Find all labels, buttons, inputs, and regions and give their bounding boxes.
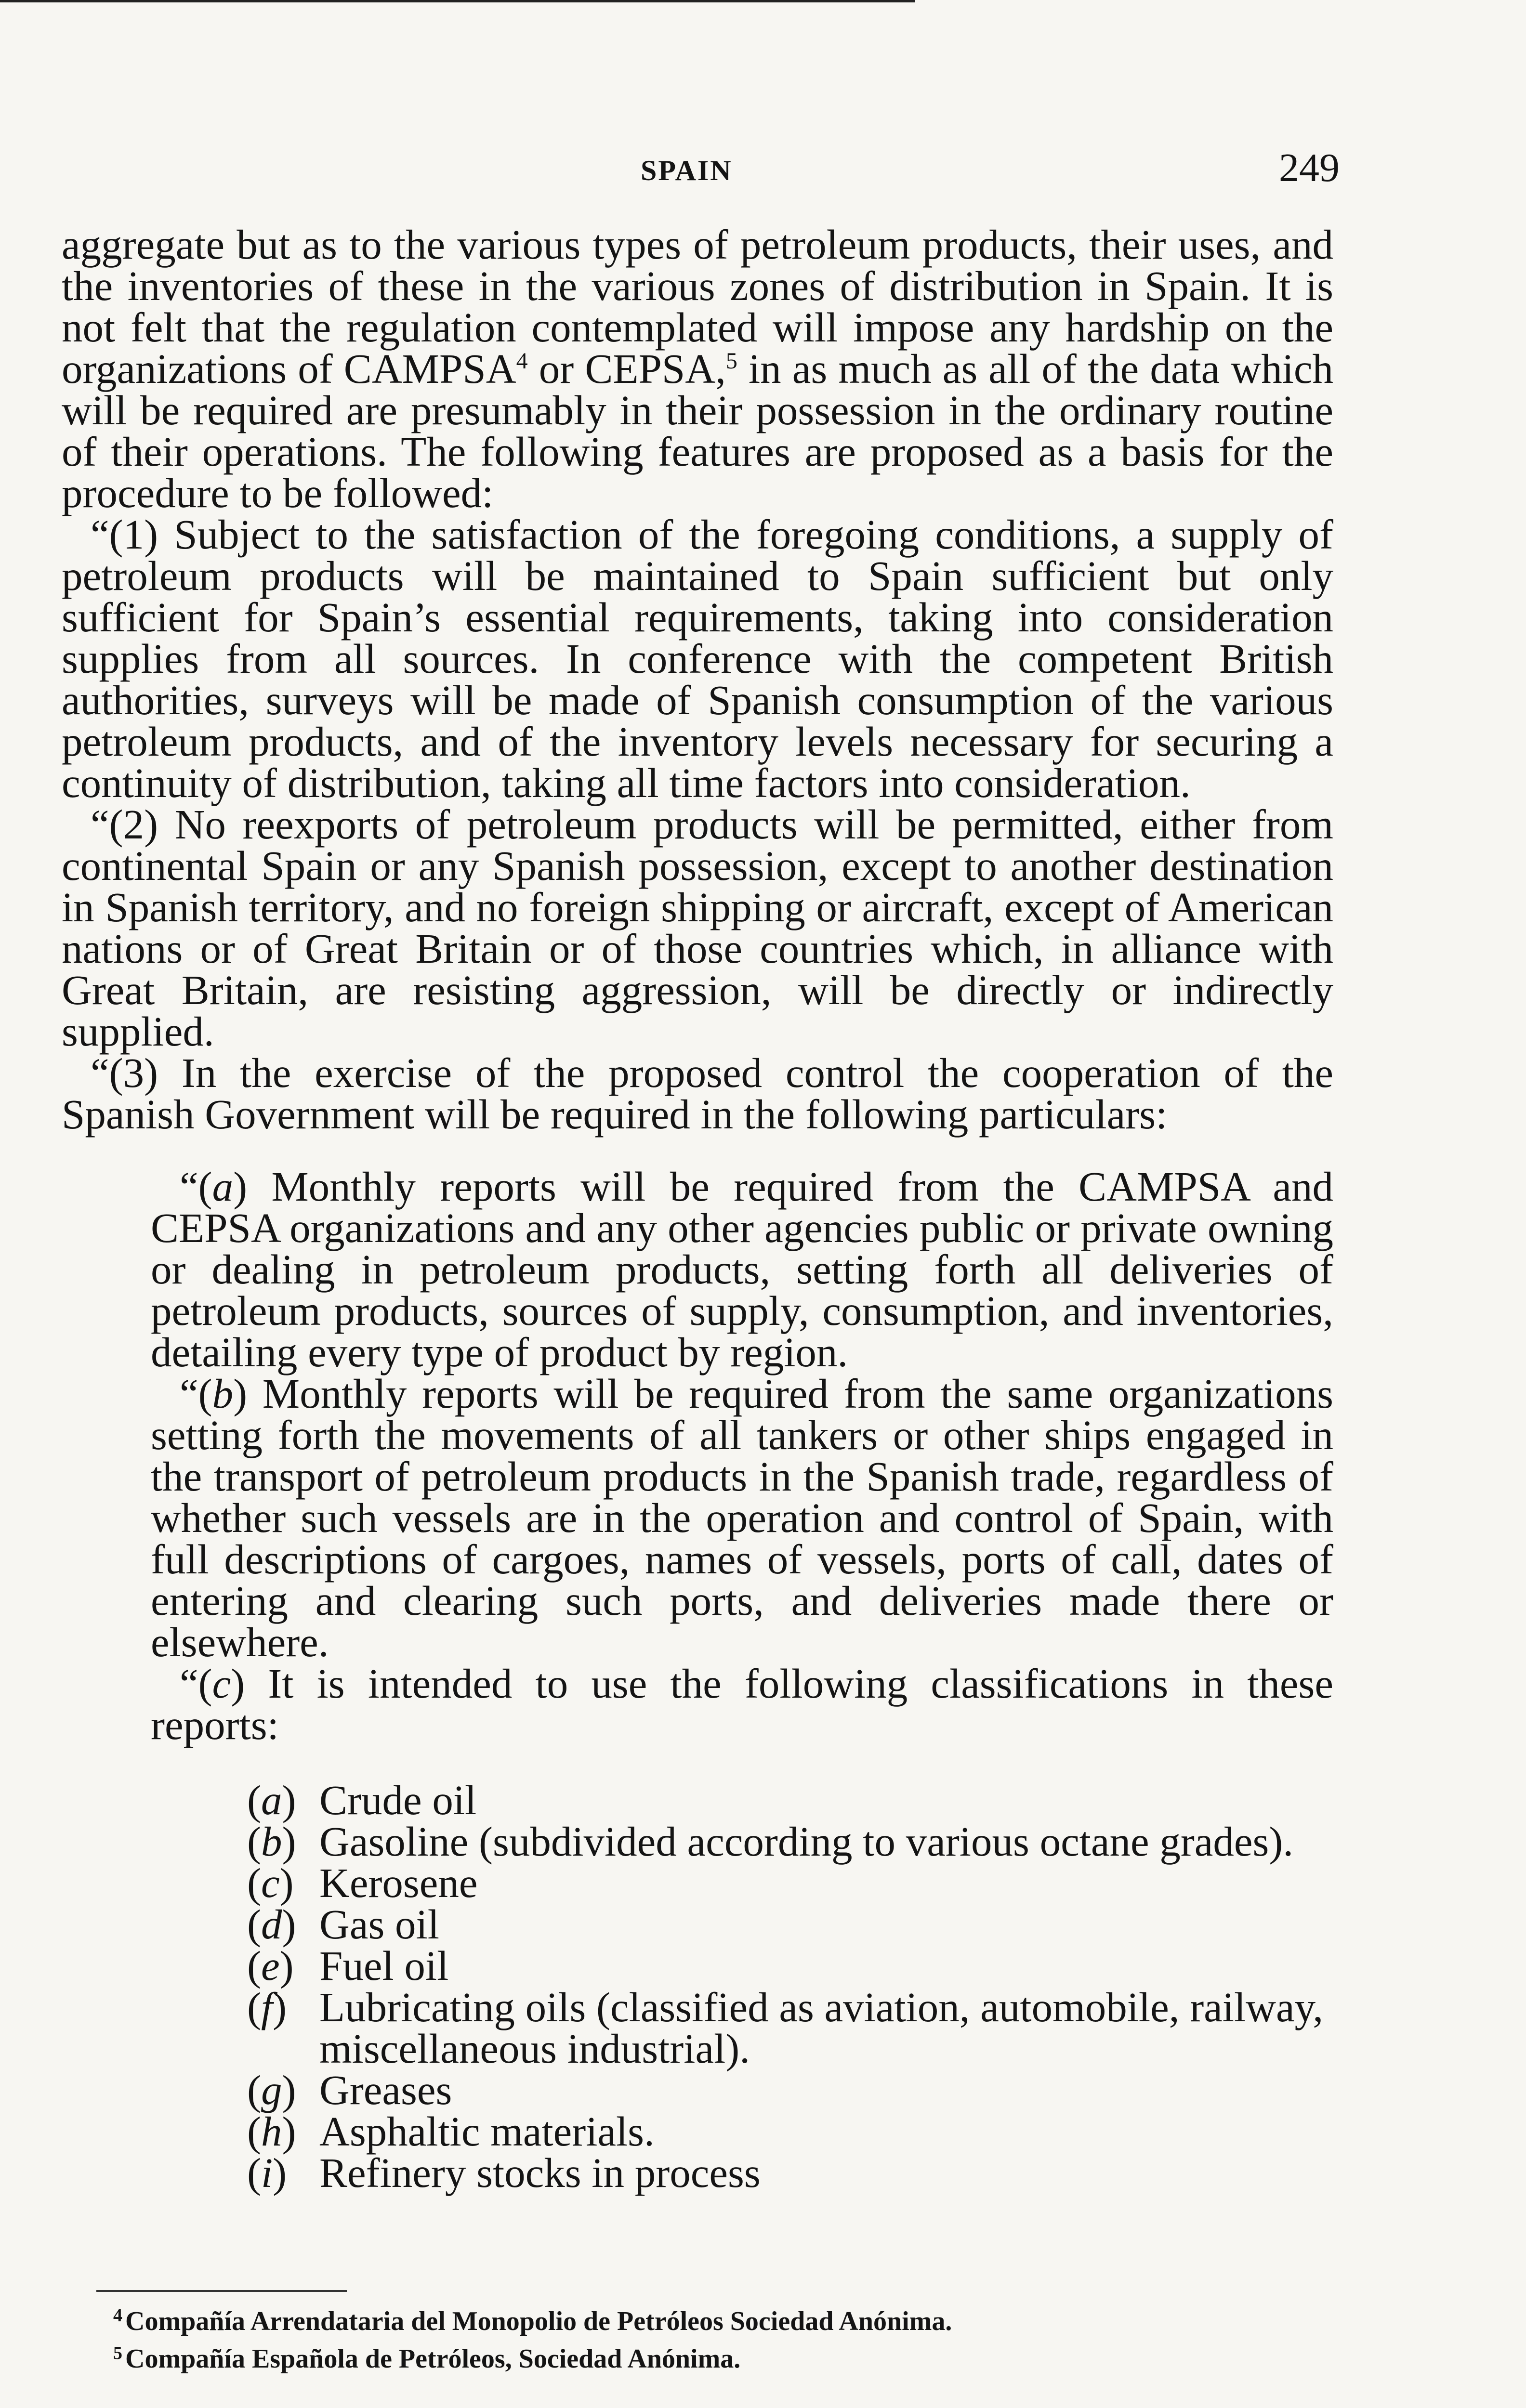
list-letter: b	[261, 1818, 282, 1865]
footnote-text: Compañía Arrendataria del Monopolio de Petróleos Sociedad Anónima.	[125, 2306, 952, 2336]
body-text	[62, 221, 1333, 2196]
text-run: ) It is intended to use the following classifications in these reports:	[151, 1660, 1333, 1748]
page-number: 249	[1279, 145, 1340, 190]
list-letter: f	[261, 1984, 273, 2030]
page-header	[0, 144, 1526, 202]
text-run: aggregate but as to the various types of petroleum products, their uses, and the inventories of these in the various zones of distribution in Spain. It is not felt that the regulation contemplated will impose any hardship on the organizations of CAMPSA	[62, 221, 1333, 392]
footnote-ref-5: 5	[725, 348, 737, 374]
footnote-5	[113, 2337, 1269, 2375]
list-item: (f) Lubricating oils (classified as aviation, automobile, railway, miscellaneous industrial).	[247, 1984, 1324, 2072]
list-letter: a	[261, 1777, 282, 1823]
sub-letter: b	[212, 1370, 234, 1417]
text-run: or CEPSA,	[527, 345, 726, 392]
subparagraph-a	[151, 1163, 1333, 1375]
footnote-4	[113, 2300, 1269, 2337]
list-letter: i	[261, 2149, 273, 2196]
list-item-text: Lubricating oils (classified as aviation, automobile, railway, miscellaneous industrial).	[319, 1984, 1324, 2072]
list-item: (h) Asphaltic materials.	[247, 2108, 655, 2155]
text-run: ) Monthly reports will be required from the CAMPSA and CEPSA organizations and any other agencies public or private owning or dealing in petroleum products, setting forth all deliveries of petroleum products, sources of supply, consumption, and inventories, detailing every type of product by region.	[151, 1163, 1333, 1375]
list-item-text: Gasoline (subdivided according to various octane grades).	[319, 1818, 1294, 1865]
list-item-text: Asphaltic materials.	[319, 2108, 655, 2155]
list-letter: h	[261, 2108, 282, 2155]
footnotes	[113, 2300, 1269, 2375]
footnote-ref-4: 4	[516, 348, 528, 374]
list-item-text: Fuel oil	[319, 1942, 449, 1989]
list-item: (e) Fuel oil	[247, 1942, 449, 1989]
top-rule	[0, 0, 915, 2]
list-item-text: Crude oil	[319, 1777, 477, 1823]
footnote-divider	[96, 2290, 347, 2292]
text-run: “(	[180, 1660, 212, 1707]
classification-list	[247, 1777, 1333, 2196]
footnote-mark: 4	[113, 2305, 122, 2326]
list-item-text: Gas oil	[319, 1901, 439, 1948]
list-letter: e	[261, 1942, 280, 1989]
list-item-text: Refinery stocks in process	[319, 2149, 761, 2196]
running-head: SPAIN	[641, 155, 733, 186]
paragraph-continuation	[62, 221, 1333, 516]
list-item: (a) Crude oil	[247, 1777, 477, 1823]
subparagraph-c	[151, 1660, 1333, 1748]
paragraph-item-1: “(1) Subject to the satisfaction of the foregoing conditions, a supply of petroleum products will be maintained to Spain sufficient but only sufficient for Spain’s essential requirements, taking into consideration supplies from all sources. In conference with the competent British authorities, surveys will be made of Spanish consumption of the various petroleum products, and of the inventory levels necessary for securing a continuity of distribution, taking all time factors into consideration.	[62, 511, 1333, 806]
text-run: “(	[180, 1370, 212, 1417]
list-item: (b) Gasoline (subdivided according to various octane grades).	[247, 1818, 1294, 1865]
subparagraph-b	[151, 1370, 1333, 1665]
paragraph-item-2: “(2) No reexports of petroleum products will be permitted, either from continental Spain or any Spanish possession, except to another destination in Spanish territory, and no foreign shipping or aircraft, except of American nations or of Great Britain or of those countries which, in alliance with Great Britain, are resisting aggression, will be directly or indirectly supplied.	[62, 801, 1333, 1055]
list-item-text: Greases	[319, 2067, 452, 2113]
list-letter: d	[261, 1901, 282, 1948]
list-item: (i) Refinery stocks in process	[247, 2149, 761, 2196]
footnote-text: Compañía Española de Petróleos, Sociedad Anónima.	[125, 2344, 741, 2374]
footnote-mark: 5	[113, 2343, 122, 2363]
text-run: ) Monthly reports will be required from the same organizations setting forth the movements of all tankers or other ships engaged in the transport of petroleum products in the Spanish trade, regardless of whether such vessels are in the operation and control of Spain, with full descriptions of cargoes, names of vessels, ports of call, dates of entering and clearing such ports, and deliveries made there or elsewhere.	[151, 1370, 1333, 1665]
list-item: (g) Greases	[247, 2067, 452, 2113]
text-run: “(	[180, 1163, 212, 1210]
sub-letter: c	[212, 1660, 231, 1707]
paragraph-item-3: “(3) In the exercise of the proposed control the cooperation of the Spanish Government will be required in the following particulars:	[62, 1049, 1333, 1138]
list-letter: c	[261, 1859, 280, 1906]
list-letter: g	[261, 2067, 282, 2113]
text-run: in as much as all of the data which will be required are presumably in their possession in the ordinary routine of their operations. The following features are proposed as a basis for the procedure to be followed:	[62, 345, 1333, 516]
list-item-text: Kerosene	[319, 1859, 478, 1906]
sub-letter: a	[212, 1163, 234, 1210]
list-item: (c) Kerosene	[247, 1859, 478, 1906]
list-item: (d) Gas oil	[247, 1901, 439, 1948]
